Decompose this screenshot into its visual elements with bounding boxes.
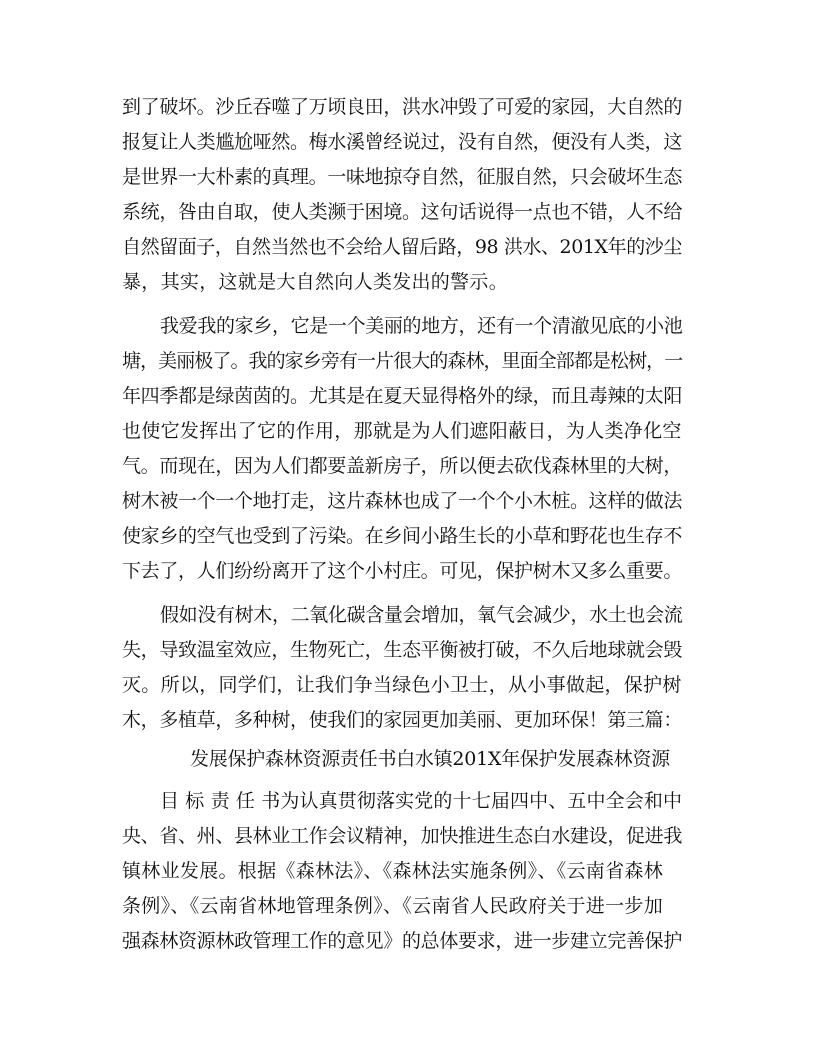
body-line-11: 气。而现在，因为人们都要盖新房子，所以便去砍伐森林里的大树， <box>122 455 683 477</box>
body-line-10: 也使它发挥出了它的作用，那就是为人们遮阳蔽日，为人类净化空 <box>122 420 682 442</box>
body-line-17: 灭。所以，同学们，让我们争当绿色小卫士，从小事做起，保护树 <box>122 674 682 696</box>
body-line-16: 失，导致温室效应，生物死亡，生态平衡被打破，不久后地球就会毁 <box>122 639 683 661</box>
body-line-9: 年四季都是绿茵茵的。尤其是在夏天显得格外的绿，而且毒辣的太阳 <box>122 385 683 407</box>
body-line-4: 系统，咎由自取，使人类濒于困境。这句话说得一点也不错，人不给 <box>122 201 683 223</box>
body-line-24: 强森林资源林政管理工作的意见》的总体要求，进一步建立完善保护 <box>122 930 683 952</box>
paragraph-start-hometown: 我爱我的家乡，它是一个美丽的地方，还有一个清澈见底的小池 <box>160 315 683 337</box>
body-line-3: 是世界一大朴素的真理。一味地掠夺自然，征服自然，只会破坏生态 <box>122 166 683 188</box>
body-line-23: 条例》、《云南省林地管理条例》、《云南省人民政府关于进一步加 <box>122 895 664 917</box>
body-line-6: 暴，其实，这就是大自然向人类发出的警示。 <box>122 271 509 293</box>
body-line-14: 下去了，人们纷纷离开了这个小村庄。可见，保护树木又多么重要。 <box>122 560 683 582</box>
body-line-18: 木，多植草，多种树，使我们的家园更加美丽、更加环保！第三篇： <box>122 709 683 731</box>
body-line-21: 央、省、州、县林业工作会议精神，加快推进生态白水建设，促进我 <box>122 825 683 847</box>
body-line-12: 树木被一个一个地打走，这片森林也成了一个个小木桩。这样的做法 <box>122 490 683 512</box>
paragraph-start-responsibility: 目 标 责 任 书为认真贯彻落实党的十七届四中、五中全会和中 <box>160 790 683 812</box>
body-line-13: 使家乡的空气也受到了污染。在乡间小路生长的小草和野花也生存不 <box>122 525 683 547</box>
body-line-2: 报复让人类尴尬哑然。梅水溪曾经说过，没有自然，便没有人类，这 <box>122 131 683 153</box>
body-line-8: 塘，美丽极了。我的家乡旁有一片很大的森林，里面全部都是松树，一 <box>122 350 683 372</box>
body-line-22: 镇林业发展。根据《森林法》、《森林法实施条例》、《云南省森林 <box>122 860 664 882</box>
section-title: 发展保护森林资源责任书白水镇201X年保护发展森林资源 <box>190 748 670 770</box>
body-line-5: 自然留面子，自然当然也不会给人留后路，98 洪水、201X年的沙尘 <box>122 236 682 258</box>
paragraph-start-trees: 假如没有树木，二氧化碳含量会增加，氧气会减少，水土也会流 <box>160 604 683 626</box>
body-line-1: 到了破坏。沙丘吞噬了万顷良田，洪水冲毁了可爱的家园，大自然的 <box>122 96 683 118</box>
